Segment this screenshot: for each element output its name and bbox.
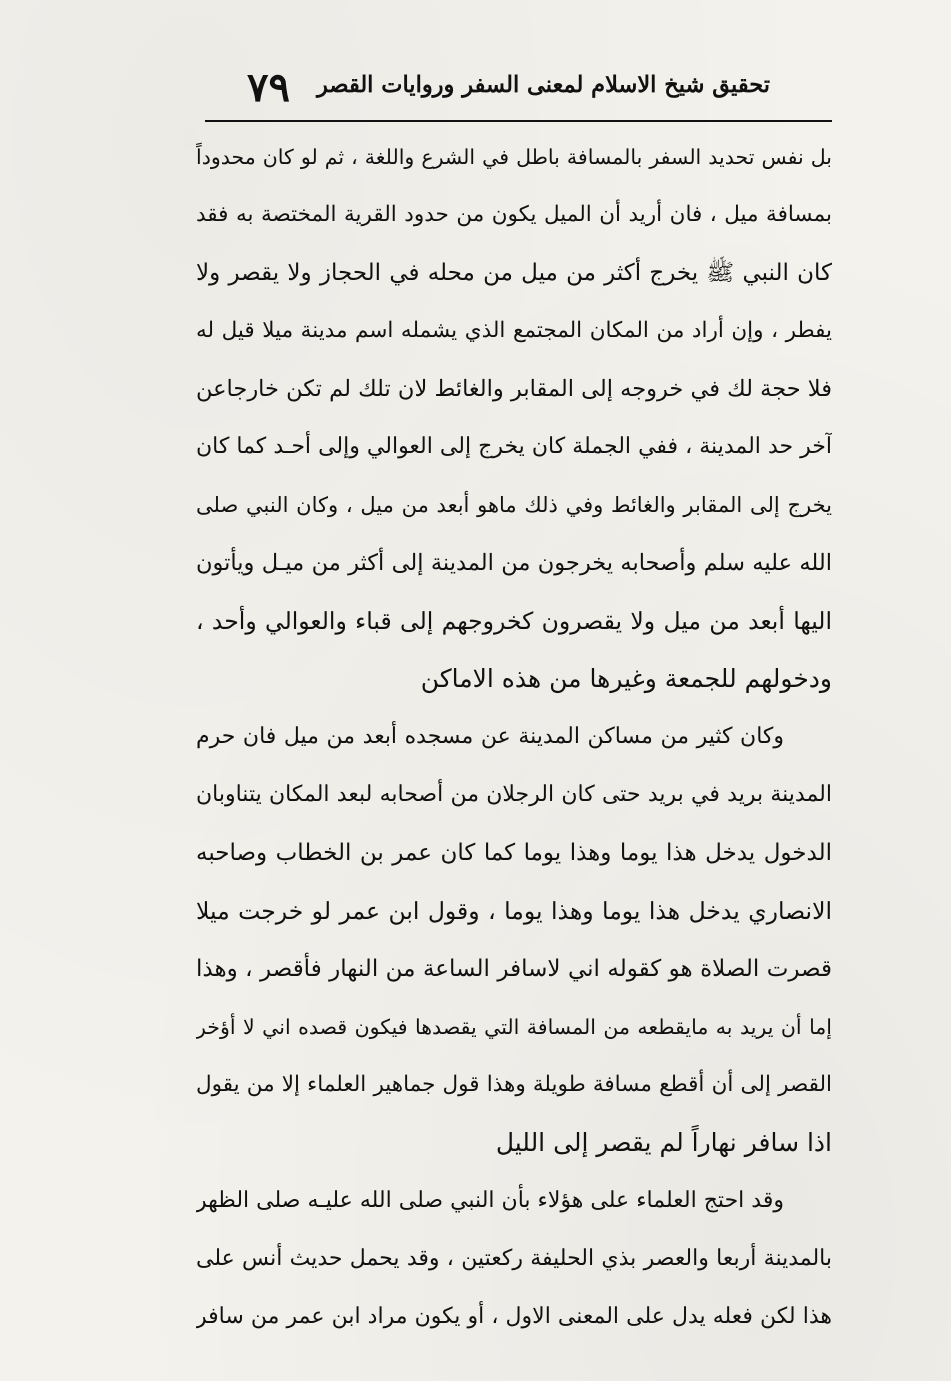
- text-line: الانصاري يدخل هذا يوما وهذا يوما ، وقول ابن عمر لو خرجت ميلا: [196, 897, 832, 925]
- text-line: وقد احتج العلماء على هؤلاء بأن النبي صلى الله عليـه صلى الظهر: [196, 1188, 784, 1213]
- text-line: المدينة بريد في بريد حتى كان الرجلان من أصحابه لبعد المكان يتناوبان: [196, 782, 832, 807]
- text-line: فلا حجة لك في خروجه إلى المقابر والغائط لان تلك لم تكن خارجاعن: [196, 376, 832, 402]
- header-rule: [205, 120, 832, 122]
- text-line: بالمدينة أربعا والعصر بذي الحليفة ركعتين ، وقد يحمل حديث أنس على: [196, 1246, 832, 1271]
- text-line: يفطر ، وإن أراد من المكان المجتمع الذي يشمله اسم مدينة ميلا قيل له: [196, 318, 832, 343]
- text-line: بل نفس تحديد السفر بالمسافة باطل في الشرع واللغة ، ثم لو كان محدوداً: [196, 145, 832, 169]
- text-line: هذا لكن فعله يدل على المعنى الاول ، أو يكون مراد ابن عمر من سافر: [196, 1304, 832, 1329]
- text-line: القصر إلى أن أقطع مسافة طويلة وهذا قول جماهير العلماء إلا من يقول: [196, 1072, 832, 1097]
- text-line: آخر حد المدينة ، ففي الجملة كان يخرج إلى العوالي وإلى أحـد كما كان: [196, 434, 832, 459]
- text-line: اليها أبعد من ميل ولا يقصرون كخروجهم إلى قباء والعوالي وأحد ،: [196, 607, 832, 635]
- text-line: الدخول يدخل هذا يوما وهذا يوما كما كان عمر بن الخطاب وصاحبه: [196, 840, 832, 866]
- paragraph-2: [196, 708, 832, 1172]
- running-header: [205, 64, 770, 120]
- text-line: ودخولهم للجمعة وغيرها من هذه الاماكن: [420, 664, 832, 693]
- text-line: إما أن يريد به مايقطعه من المسافة التي يقصدها فيكون قصده اني لا أؤخر: [196, 1015, 832, 1039]
- text-line: قصرت الصلاة هو كقوله اني لاسافر الساعة من النهار فأقصر ، وهذا: [196, 956, 832, 982]
- text-line: كان النبي ﷺ يخرج أكثر من ميل من محله في الحجاز ولا يقصر ولا: [196, 260, 832, 286]
- paragraph-3: [196, 1172, 832, 1346]
- page-number: ٧٩: [247, 64, 290, 111]
- running-title: تحقيق شيخ الاسلام لمعنى السفر وروايات القصر: [317, 72, 770, 98]
- paragraph-1: [196, 128, 832, 708]
- body-text: [196, 128, 832, 1346]
- text-line: اذا سافر نهاراً لم يقصر إلى الليل: [495, 1128, 832, 1157]
- text-line: يخرج إلى المقابر والغائط وفي ذلك ماهو أبعد من ميل ، وكان النبي صلى: [196, 493, 832, 517]
- text-line: الله عليه سلم وأصحابه يخرجون من المدينة إلى أكثر من ميـل ويأتون: [196, 550, 832, 576]
- text-line: بمسافة ميل ، فان أريد أن الميل يكون من حدود القرية المختصة به فقد: [196, 202, 832, 227]
- text-line: وكان كثير من مساكن المدينة عن مسجده أبعد من ميل فان حرم: [196, 724, 784, 749]
